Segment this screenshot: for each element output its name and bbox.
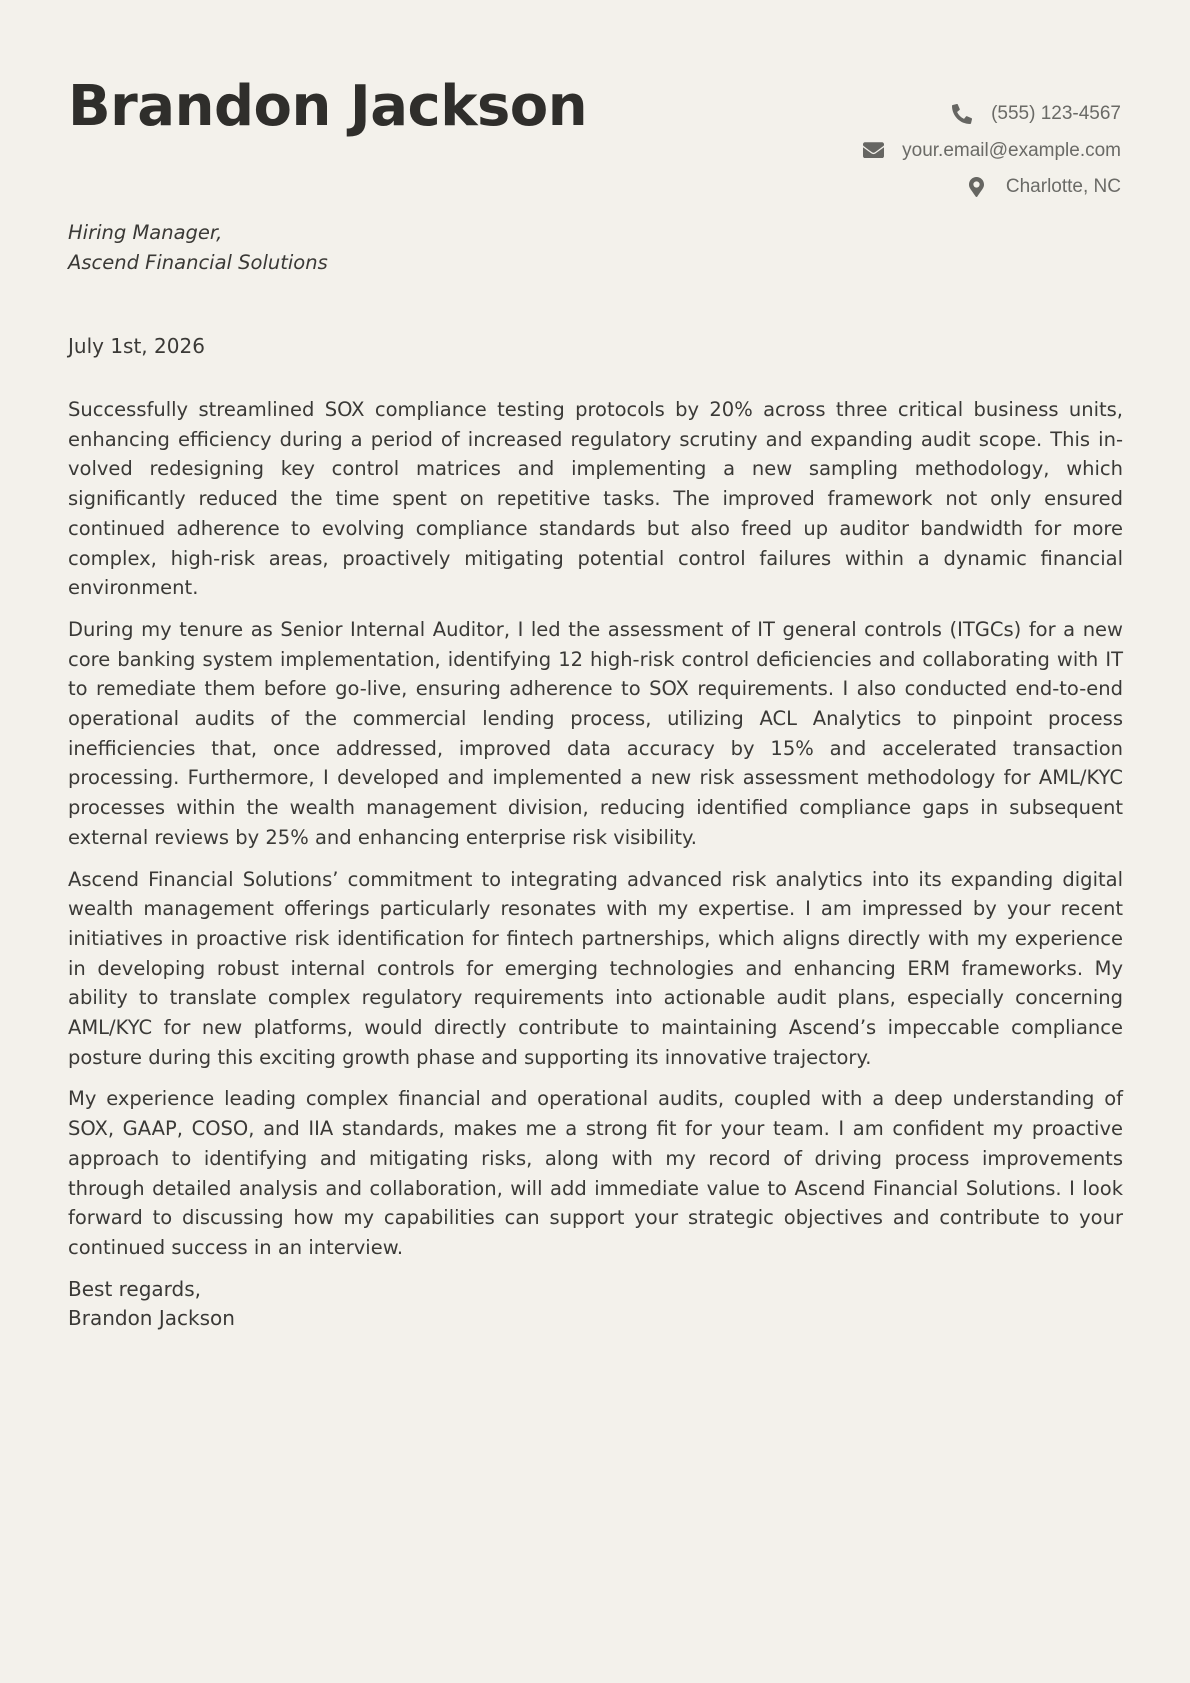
contact-phone — [862, 96, 1121, 133]
applicant-name: Brandon Jackson — [68, 74, 588, 139]
letter-body — [68, 395, 1123, 1334]
location-text: Charlotte, NC — [1005, 176, 1121, 198]
closing-signature: Brandon Jackson — [68, 1306, 235, 1331]
letter-closing — [68, 1275, 1123, 1334]
contact-block — [862, 96, 1121, 206]
email-address: your.email@example.com — [902, 139, 1121, 161]
letter-header — [68, 72, 1126, 202]
recipient-block — [68, 218, 328, 277]
recipient-company: Ascend Financial Solutions — [68, 250, 328, 274]
cover-letter-page — [68, 72, 1126, 1331]
envelope-icon — [862, 140, 884, 162]
recipient-title: Hiring Manager, — [68, 221, 223, 244]
body-paragraph: Ascend Financial Solutions’ commitment to integrating advanced risk analytics into its expanding digital wealth management offerings particularly resonates with my expertise. I am impressed by your recent initiatives in proactive risk identification for fintech partnerships, which aligns directly with my experience in developing robust internal controls for emerging technologies and enhancing ERM frameworks. My ability to translate complex regulatory requirements into actionable audit plans, especially concerning AML/KYC for new platforms, would directly contribute to maintaining Ascend’s impeccable compliance posture during this exciting growth phase and supporting its innovative trajectory. — [68, 867, 1123, 1069]
phone-icon — [951, 103, 973, 125]
phone-number: (555) 123-4567 — [991, 103, 1121, 125]
body-paragraph: Successfully streamlined SOX compliance testing protocols by 20% across three critical business units, enhancing efficiency during a period of increased regulatory scrutiny and expanding audit scope. This involved redesigning key control matrices and implementing a new sampling methodology, which significantly reduced the time spent on repetitive tasks. The improved framework not only ensured continued adherence to evolving compliance standards but also freed up auditor bandwidth for more complex, high-risk areas, proactively mitigating potential control failures within a dynamic financial environment. — [68, 398, 1123, 600]
map-marker-icon — [966, 176, 988, 198]
body-paragraph: My experience leading complex financial and operational audits, coupled with a deep understanding of SOX, GAAP, COSO, and IIA standards, makes me a strong fit for your team. I am confident my proactive approach to identifying and mitigating risks, along with my record of driving process improvements through detailed analysis and collaboration, will add immediate value to Ascend Financial Solutions. I look forward to discussing how my capabilities can support your strategic objectives and contribute to your continued success in an interview. — [68, 1087, 1123, 1259]
closing-salutation: Best regards, — [68, 1276, 202, 1301]
contact-location — [862, 169, 1121, 206]
contact-email — [862, 133, 1121, 170]
letter-date: July 1st, 2026 — [68, 334, 205, 358]
body-paragraph: During my tenure as Senior Internal Auditor, I led the assessment of IT general controls (ITGCs) for a new core banking system implementation, identifying 12 high-risk control deficiencies and collaborating with IT to remediate them before go-live, ensuring adherence to SOX requirements. I also conducted end-to-end operational audits of the commercial lending process, utilizing ACL Analytics to pinpoint process inefficiencies that, once addressed, improved data accuracy by 15% and accelerated transaction processing. Furthermore, I developed and implemented a new risk assessment methodology for AML/KYC processes within the wealth management division, reducing identified compliance gaps in subsequent external reviews by 25% and enhancing enterprise risk visibility. — [68, 617, 1123, 849]
